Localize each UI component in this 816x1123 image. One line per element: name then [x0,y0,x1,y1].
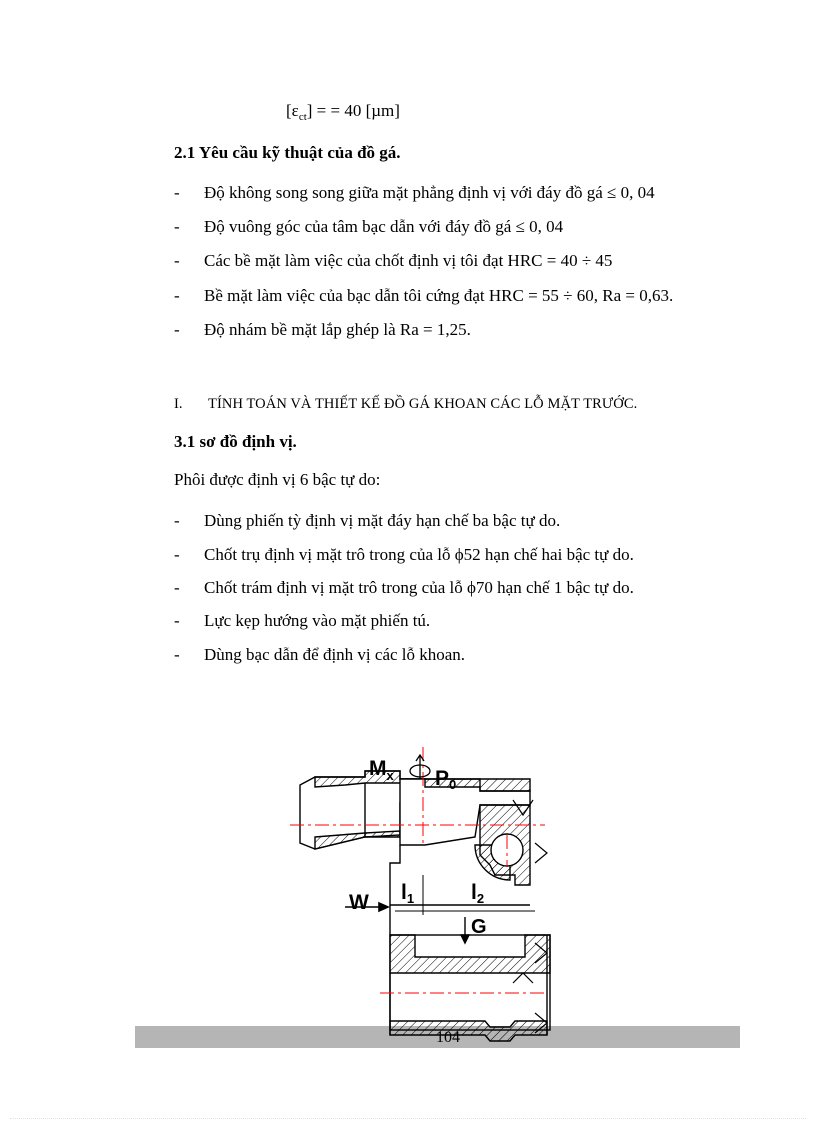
locating-scheme-drawing [285,745,555,1050]
list-item-text: Bề mặt làm việc của bạc dẫn tôi cứng đạt HRC = 55 ÷ 60, Ra = 0,63. [204,286,674,305]
page-bottom-edge [10,1118,806,1119]
label-p0: P0 [435,767,457,792]
list-item-text: Các bề mặt làm việc của chốt định vị tôi đạt HRC = 40 ÷ 45 [204,251,613,270]
label-l2: l2 [471,881,485,906]
bullet-dash: - [174,511,180,530]
bullet-dash: - [174,611,180,630]
formula-pre: [ε [286,101,299,120]
gravity-g-arrow [461,917,469,943]
section-2-1-heading: 2.1 Yêu cầu kỹ thuật của đồ gá. [174,143,401,162]
label-l1: l1 [401,881,415,906]
section-3-1-intro: Phôi được định vị 6 bậc tự do: [174,470,381,489]
bullet-dash: - [174,645,180,664]
main-body [390,779,550,1041]
page-number: 104 [436,1029,460,1046]
bullet-dash: - [174,286,180,305]
bullet-dash: - [174,251,180,270]
chapter-heading [174,394,638,414]
list-item-text: Lực kẹp hướng vào mặt phiến tú. [204,611,431,630]
formula-post: ] = = 40 [µm] [306,101,400,120]
list-item-text: Dùng phiến tỳ định vị mặt đáy hạn chế ba bậc tự do. [204,511,561,530]
dimension-lines [395,875,535,915]
chapter-title: TÍNH TOÁN VÀ THIẾT KẾ ĐỒ GÁ KHOAN CÁC LỖ MẶT TRƯỚC. [208,396,638,412]
formula [286,101,400,121]
list-item-text: Chốt trụ định vị mặt trô trong của lỗ ϕ52 hạn chế hai bậc tự do. [204,545,634,564]
label-w: W [349,891,369,914]
bullet-dash: - [174,217,180,236]
label-mx: $M_x$ [369,757,394,783]
chapter-number: I. [174,396,183,412]
list-item-text: Độ không song song giữa mặt phẳng định vị với đáy đồ gá ≤ 0, 04 [204,183,655,202]
list-item-text: Chốt trám định vị mặt trô trong của lỗ ϕ70 hạn chế 1 bậc tự do. [204,578,634,597]
bullet-dash: - [174,183,180,202]
list-item-text: Độ nhám bề mặt lắp ghép là Ra = 1,25. [204,320,471,339]
formula-subscript: ct [298,111,307,123]
list-item-text: Dùng bạc dẫn để định vị các lỗ khoan. [204,645,466,664]
label-g: G [471,916,487,938]
list-item-text: Độ vuông góc của tâm bạc dẫn với đáy đồ gá ≤ 0, 04 [204,217,564,236]
moment-mx-icon [410,755,430,779]
bullet-dash: - [174,578,180,597]
bullet-dash: - [174,545,180,564]
bullet-dash: - [174,320,180,339]
section-3-1-heading: 3.1 sơ đồ định vị. [174,432,297,451]
